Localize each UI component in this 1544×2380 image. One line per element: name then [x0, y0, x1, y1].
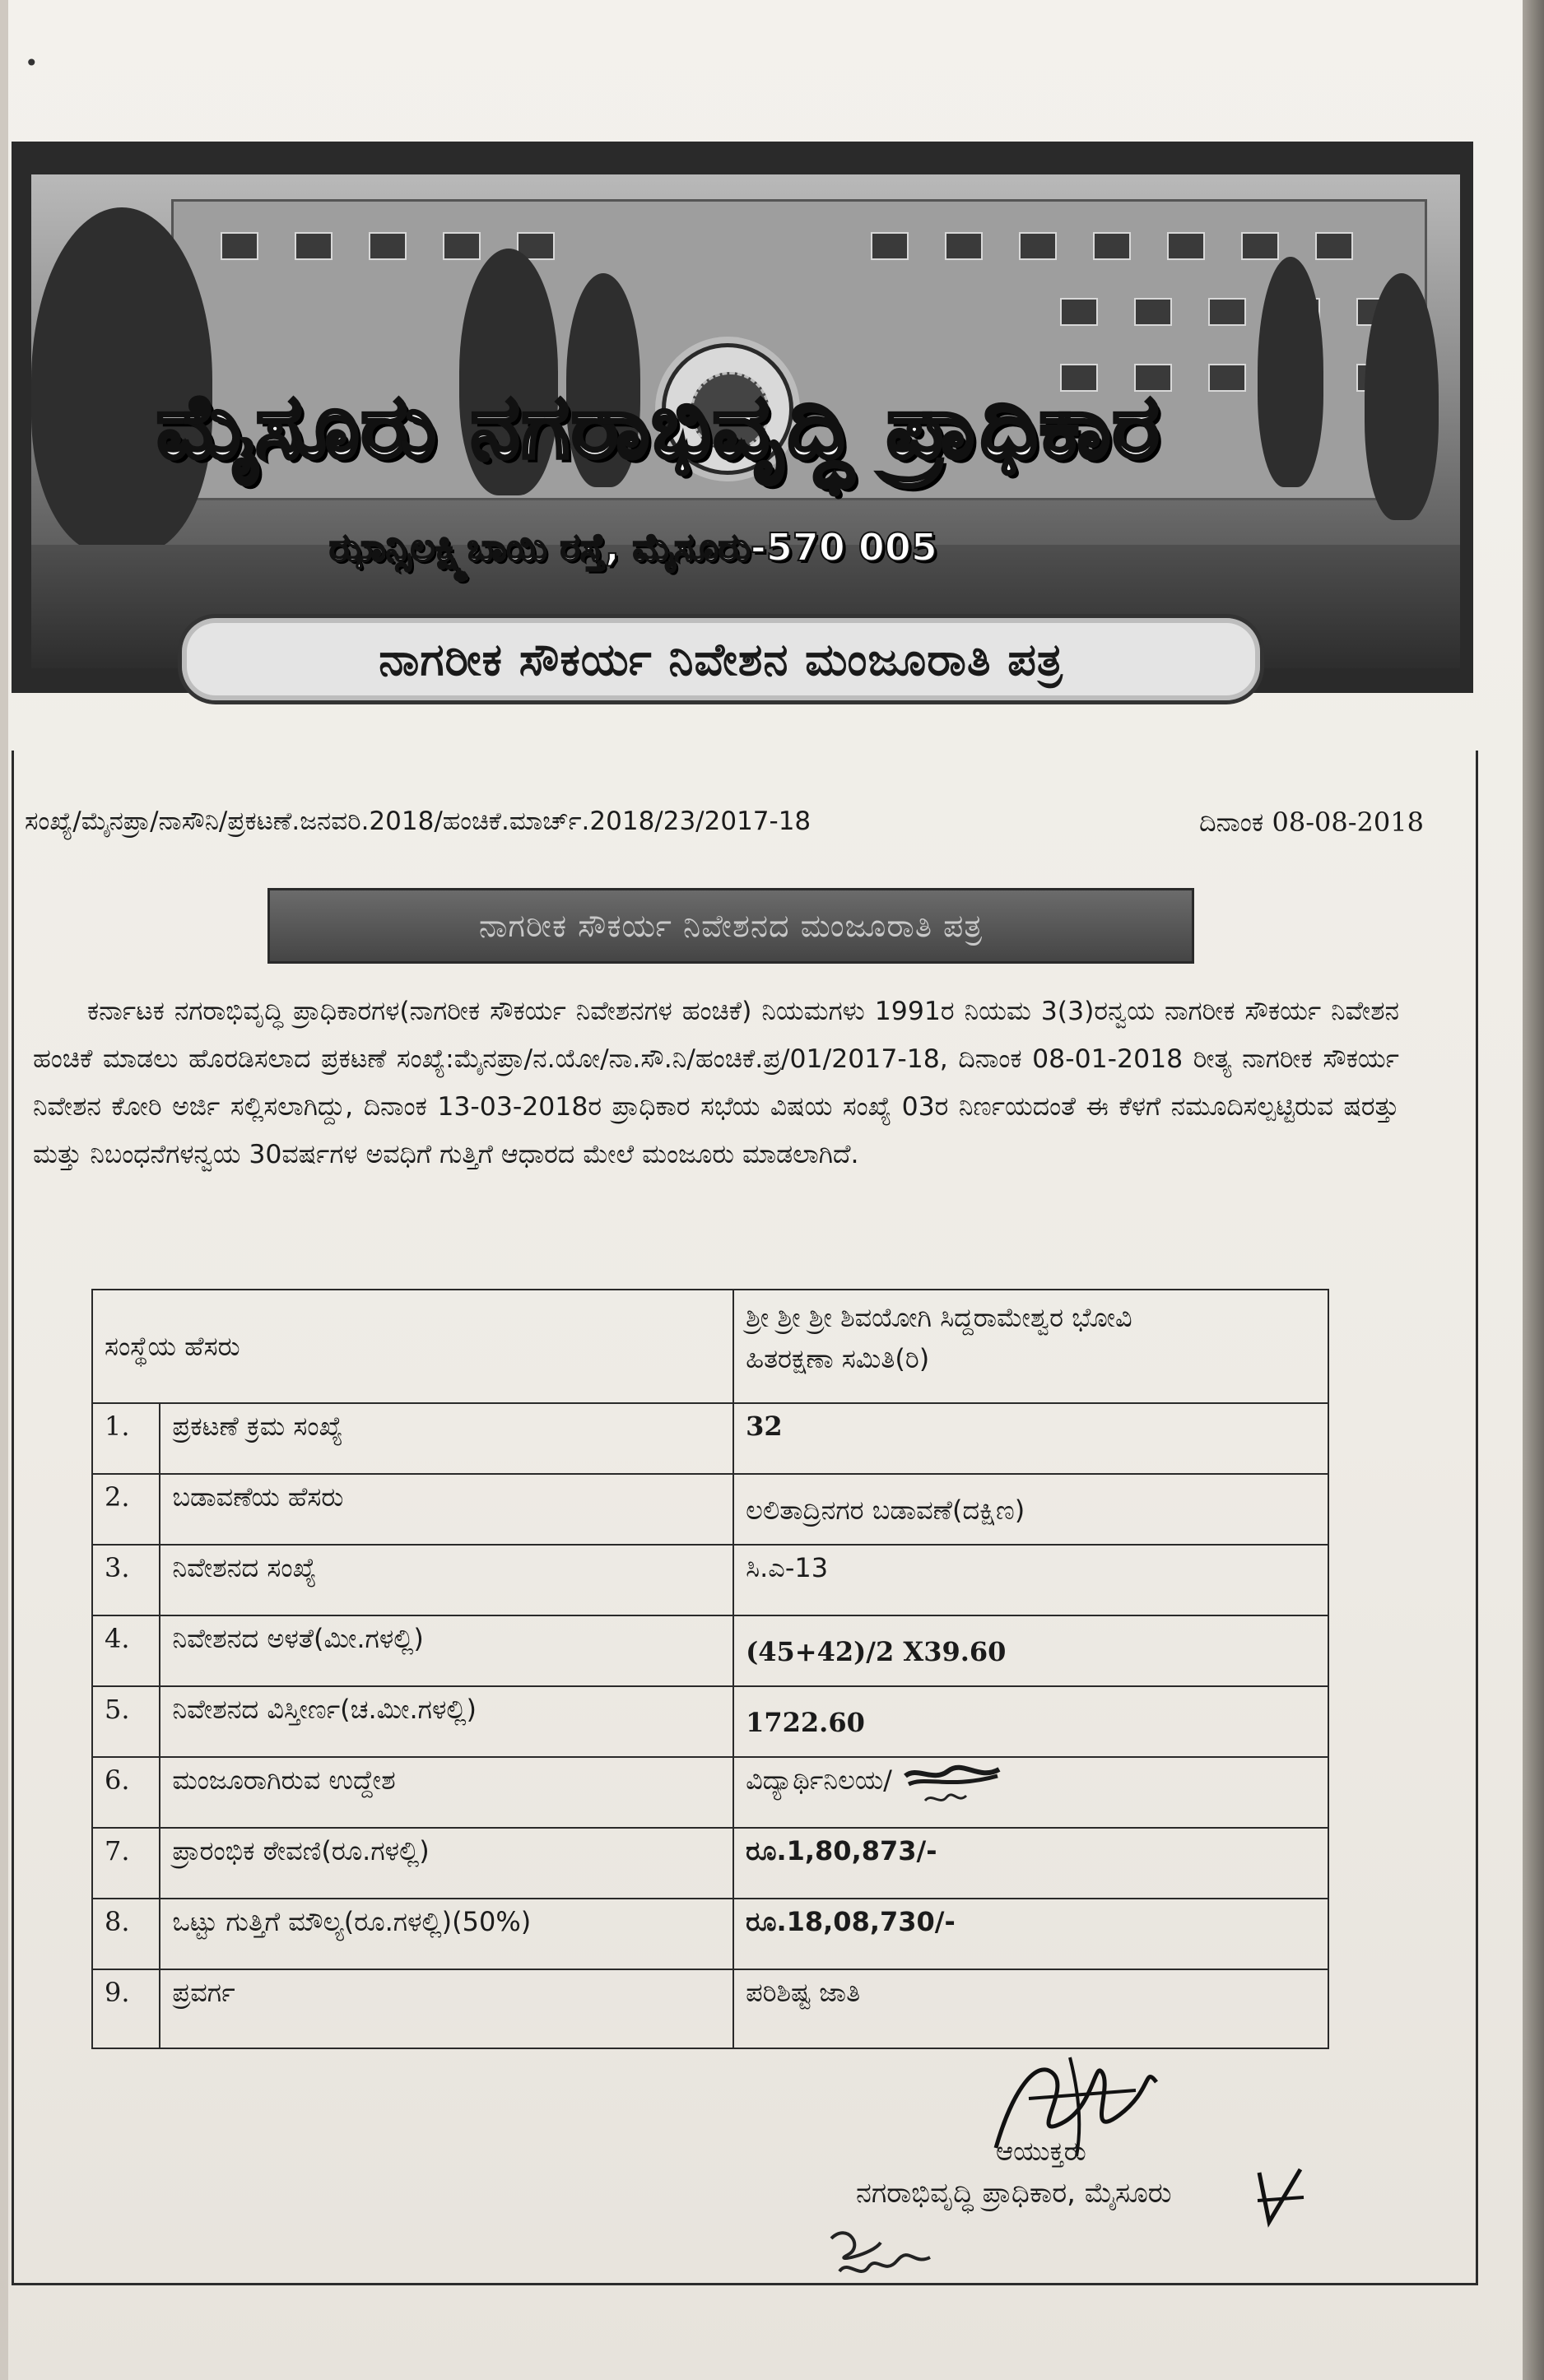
- table-row: [92, 1545, 1328, 1615]
- row-number: 4.: [92, 1615, 160, 1686]
- row-number: 6.: [92, 1757, 160, 1828]
- row-value: 32: [733, 1403, 1328, 1474]
- tick-mark: [1251, 2164, 1309, 2230]
- row-value-cell: [733, 1757, 1328, 1828]
- table-row: [92, 1474, 1328, 1545]
- org-name: ಮೈಸೂರು ನಗರಾಭಿವೃದ್ಧಿ ಪ್ರಾಧಿಕಾರ: [156, 374, 1161, 478]
- row-number: 9.: [92, 1969, 160, 2048]
- row-value: ರೂ.18,08,730/-: [733, 1899, 1328, 1969]
- table-row: [92, 1828, 1328, 1899]
- institution-name-line-1: ಶ್ರೀ ಶ್ರೀ ಶ್ರೀ ಶಿವಯೋಗಿ ಸಿದ್ದರಾಮೇಶ್ವರ ಭೋವಿ: [746, 1302, 1132, 1333]
- purpose-value-wrap: [746, 1764, 1007, 1814]
- table-row: [92, 1757, 1328, 1828]
- row-label: ಒಟ್ಟು ಗುತ್ತಿಗೆ ಮೌಲ್ಯ(ರೂ.ಗಳಲ್ಲಿ)(50%): [160, 1899, 733, 1969]
- row-label: ಪ್ರವರ್ಗ: [160, 1969, 733, 2048]
- page-edge-shadow: [1523, 0, 1544, 2380]
- row-value: ಸಿ.ಎ-13: [733, 1545, 1328, 1615]
- row-number: 8.: [92, 1899, 160, 1969]
- reference-row: [25, 798, 1424, 848]
- row-label: ನಿವೇಶನದ ವಿಸ್ತೀರ್ಣ(ಚ.ಮೀ.ಗಳಲ್ಲಿ): [160, 1686, 733, 1757]
- row-value: ಪರಿಶಿಷ್ಟ ಜಾತಿ: [733, 1969, 1328, 2048]
- org-address: ಝಾನ್ಸಿಲಕ್ಷ್ಮಿಬಾಯಿ ರಸ್ತೆ, ಮೈಸೂರು-570 005: [329, 525, 937, 569]
- body-paragraph: ಕರ್ನಾಟಕ ನಗರಾಭಿವೃದ್ಧಿ ಪ್ರಾಧಿಕಾರಗಳ(ನಾಗರೀಕ ಸೌಕರ್ಯ ನಿವೇಶನಗಳ ಹಂಚಿಕೆ) ನಿಯಮಗಳು 1991ರ ನಿಯಮ 3(3)ರನ್ವಯ ನಾಗರೀಕ ಸೌಕರ್ಯ ನಿವೇಶನ ಹಂಚಿಕೆ ಮಾಡಲು ಹೊರಡಿಸಲಾದ ಪ್ರಕಟಣೆ ಸಂಖ್ಯೆ:ಮೈನಪ್ರಾ/ನ.ಯೋ/ನಾ.ಸೌ.ನಿ/ಹಂಚಿಕೆ.ಪ್ರ/01/2017-18, ದಿನಾಂಕ 08-01-2018 ರೀತ್ಯ ನಾಗರೀಕ ಸೌಕರ್ಯ ನಿವೇಶನ ಕೋರಿ ಅರ್ಜಿ ಸಲ್ಲಿಸಲಾಗಿದ್ದು, ದಿನಾಂಕ 13-03-2018ರ ಪ್ರಾಧಿಕಾರ ಸಭೆಯ ವಿಷಯ ಸಂಖ್ಯೆ 03ರ ನಿರ್ಣಯದಂತೆ ಈ ಕೆಳಗೆ ನಮೂದಿಸಲ್ಪಟ್ಟಿರುವ ಷರತ್ತು ಮತ್ತು ನಿಬಂಧನೆಗಳನ್ವಯ 30ವರ್ಷಗಳ ಅವಧಿಗೆ ಗುತ್ತಿಗೆ ಆಧಾರದ ಮೇಲೆ ಮಂಜೂರು ಮಾಡಲಾಗಿದೆ.: [33, 997, 1399, 1169]
- struck-out-handwriting: [900, 1764, 1007, 1814]
- table-row: [92, 1899, 1328, 1969]
- row-value: (45+42)/2 X39.60: [733, 1615, 1328, 1686]
- table-row: [92, 1290, 1328, 1403]
- certificate-title-plaque: [178, 614, 1264, 704]
- signatory-title: ಆಯುಕ್ತರು: [996, 2136, 1086, 2167]
- row-number: 1.: [92, 1403, 160, 1474]
- row-label: ಪ್ರಾರಂಭಿಕ ಠೇವಣಿ(ರೂ.ಗಳಲ್ಲಿ): [160, 1828, 733, 1899]
- handwritten-initials: [823, 2214, 955, 2288]
- row-value: ಲಲಿತಾದ್ರಿನಗರ ಬಡಾವಣೆ(ದಕ್ಷಿಣ): [733, 1474, 1328, 1545]
- row-value: ವಿದ್ಯಾರ್ಥಿನಿಲಯ/: [746, 1764, 892, 1796]
- row-label: ಮಂಜೂರಾಗಿರುವ ಉದ್ದೇಶ: [160, 1757, 733, 1828]
- institution-label: ಸಂಸ್ಥೆಯ ಹೆಸರು: [92, 1290, 733, 1403]
- table-row: [92, 1403, 1328, 1474]
- row-value: ರೂ.1,80,873/-: [733, 1828, 1328, 1899]
- row-number: 7.: [92, 1828, 160, 1899]
- row-number: 3.: [92, 1545, 160, 1615]
- subject-box: [267, 888, 1194, 964]
- institution-name: [733, 1290, 1328, 1403]
- row-label: ಪ್ರಕಟಣೆ ಕ್ರಮ ಸಂಖ್ಯೆ: [160, 1403, 733, 1474]
- reference-number: ಸಂಖ್ಯೆ/ಮೈನಪ್ರಾ/ನಾಸೌನಿ/ಪ್ರಕಟಣೆ.ಜನವರಿ.2018/ಹಂಚಿಕೆ.ಮಾರ್ಚ್.2018/23/2017-18: [25, 807, 812, 836]
- allotment-details-table: [91, 1289, 1329, 2049]
- subject-text: ನಾಗರೀಕ ಸೌಕರ್ಯ ನಿವೇಶನದ ಮಂಜೂರಾತಿ ಪತ್ರ: [478, 907, 984, 944]
- table-row: [92, 1615, 1328, 1686]
- signatory-organisation: ನಗರಾಭಿವೃದ್ಧಿ ಪ್ರಾಧಿಕಾರ, ಮೈಸೂರು: [856, 2177, 1172, 2210]
- row-number: 2.: [92, 1474, 160, 1545]
- row-label: ಬಡಾವಣೆಯ ಹೆಸರು: [160, 1474, 733, 1545]
- table-row: [92, 1969, 1328, 2048]
- table-row: [92, 1686, 1328, 1757]
- row-label: ನಿವೇಶನದ ಅಳತೆ(ಮೀ.ಗಳಲ್ಲಿ): [160, 1615, 733, 1686]
- reference-date: ದಿನಾಂಕ 08-08-2018: [1198, 807, 1424, 838]
- row-number: 5.: [92, 1686, 160, 1757]
- corner-mark: •: [25, 49, 39, 77]
- row-value: 1722.60: [733, 1686, 1328, 1757]
- institution-name-line-2: ಹಿತರಕ್ಷಣಾ ಸಮಿತಿ(ರಿ): [746, 1343, 930, 1374]
- row-label: ನಿವೇಶನದ ಸಂಖ್ಯೆ: [160, 1545, 733, 1615]
- certificate-title: ನಾಗರೀಕ ಸೌಕರ್ಯ ನಿವೇಶನ ಮಂಜೂರಾತಿ ಪತ್ರ: [379, 632, 1063, 686]
